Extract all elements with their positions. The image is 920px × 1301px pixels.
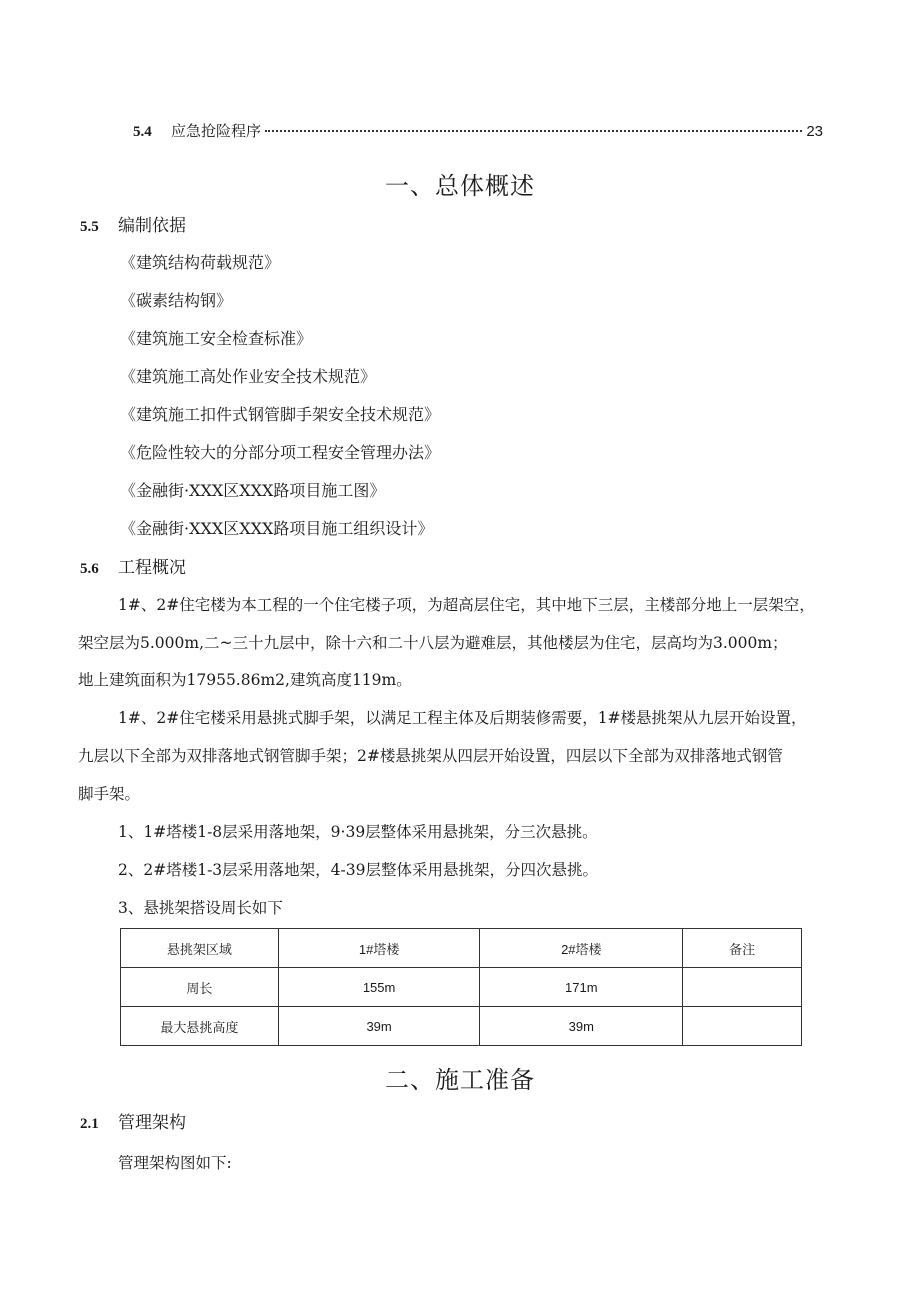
section-heading-overview [80,553,186,578]
reference-item: 《金融街·XXX区XXX路项目施工组织设计》 [120,519,434,538]
toc-leader-dots [265,129,802,132]
section-heading-management [80,1108,186,1133]
toc-entry[interactable] [133,120,823,144]
section-title: 管理架构 [118,1113,186,1133]
section-heading-basis [80,211,186,236]
list-item: 1、1#塔楼1-8层采用落地架，9·39层整体采用悬挑架，分三次悬挑。 [118,823,598,841]
table-cell [683,1007,802,1046]
toc-number: 5.4 [133,124,152,140]
table-cell: 39m [480,1007,683,1046]
cantilever-perimeter-table [120,928,802,1046]
section-title: 工程概况 [118,558,186,578]
reference-item: 《建筑结构荷载规范》 [120,253,281,272]
paragraph-line: 1#、2#住宅楼采用悬挑式脚手架，以满足工程主体及后期装修需要，1#楼悬挑架从九层开始设置， [118,709,807,727]
table-cell: 155m [278,968,480,1007]
table-row [121,1007,802,1046]
paragraph-line: 架空层为5.000m,二~三十九层中，除十六和二十八层为避难层，其他楼层为住宅，层高均为3.000m； [78,634,788,652]
toc-title: 应急抢险程序 [171,122,262,140]
table-cell: 最大悬挑高度 [121,1007,279,1046]
paragraph-line: 地上建筑面积为17955.86m2,建筑高度119m。 [78,671,412,689]
table-row [121,968,802,1007]
section-number: 2.1 [80,1116,99,1132]
table-cell: 周长 [121,968,279,1007]
paragraph-line: 1#、2#住宅楼为本工程的一个住宅楼子项，为超高层住宅，其中地下三层，主楼部分地上一层架空， [118,596,815,614]
table-cell: 39m [278,1007,480,1046]
table-header-cell: 2#塔楼 [480,929,683,968]
table-header-row [121,929,802,968]
toc-page-number: 23 [806,123,823,140]
table-header-cell: 悬挑架区域 [121,929,279,968]
list-item: 2、2#塔楼1-3层采用落地架，4-39层整体采用悬挑架，分四次悬挑。 [118,861,598,879]
reference-item: 《危险性较大的分部分项工程安全管理办法》 [120,443,441,462]
reference-item: 《金融街·XXX区XXX路项目施工图》 [120,481,386,500]
section-number: 5.6 [80,561,99,577]
reference-item: 《建筑施工高处作业安全技术规范》 [120,367,377,386]
table-header-cell: 1#塔楼 [278,929,480,968]
chapter-title-preparation: 二、施工准备 [385,1066,535,1094]
table-cell: 171m [480,968,683,1007]
paragraph-line: 管理架构图如下: [118,1154,232,1172]
reference-item: 《建筑施工安全检查标准》 [120,329,313,348]
table-header-cell: 备注 [683,929,802,968]
chapter-title-overview: 一、总体概述 [385,172,535,200]
paragraph-line: 九层以下全部为双排落地式钢管脚手架；2#楼悬挑架从四层开始设置，四层以下全部为双排落地式钢管 [78,747,783,765]
reference-item: 《建筑施工扣件式钢管脚手架安全技术规范》 [120,405,441,424]
section-number: 5.5 [80,219,99,235]
reference-item: 《碳素结构钢》 [120,291,233,310]
paragraph-line: 脚手架。 [78,785,141,803]
table-cell [683,968,802,1007]
list-item: 3、悬挑架搭设周长如下 [118,899,283,917]
section-title: 编制依据 [118,216,186,236]
